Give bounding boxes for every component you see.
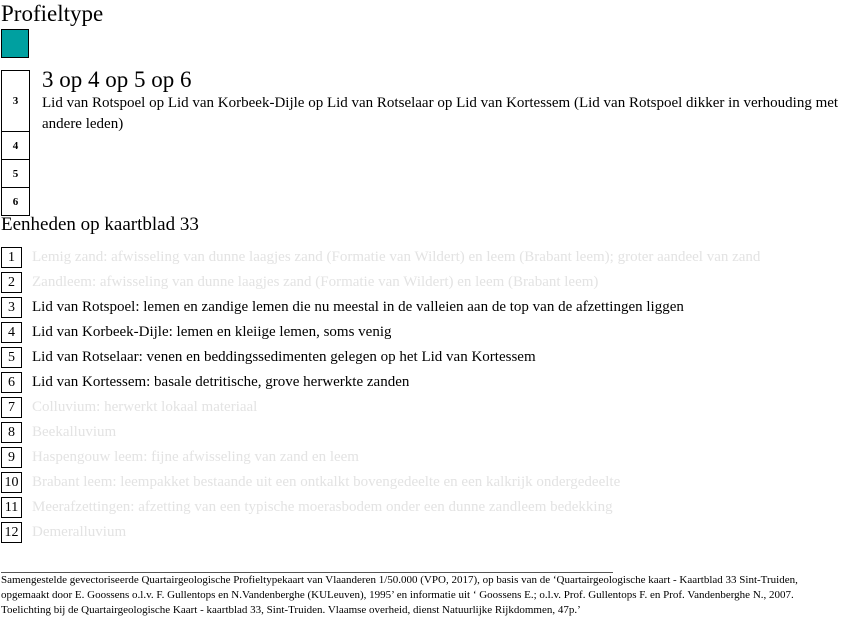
unit-number-badge: 10 — [1, 472, 22, 493]
profile-sequence: 3 op 4 op 5 op 6 — [42, 67, 192, 92]
unit-row — [1, 497, 852, 522]
unit-description: Meerafzettingen: afzetting van een typische moerasbodem onder een dunne zandleem bedekking — [32, 499, 613, 515]
source-footnote: Samengestelde gevectoriseerde Quartairgeologische Profieltypekaart van Vlaanderen 1/50.000 (VPO, 2017), op basis van de ‘Quartairgeologische kaart - Kaartblad 33 Sint-Truiden, opgemaakt door E. Goossens o.l.v. F. Gullentops en N.Vandenberghe (KULeuven), 1995’ en informatie uit ‘ Goossens E.; o.l.v. Prof. Gullentops F. en Prof. Vandenberghe N., 2007. Toelichting bij de Quartairgeologische Kaart - kaartblad 33, Sint-Truiden. Vlaamse overheid, dienst Natuurlijke Rijkdommen, 47p.’ — [1, 574, 798, 616]
unit-row — [1, 272, 852, 297]
unit-row — [1, 522, 852, 547]
unit-description: Lid van Korbeek-Dijle: lemen en kleiige lemen, soms venig — [32, 324, 392, 340]
unit-row — [1, 447, 852, 472]
unit-row — [1, 297, 852, 322]
unit-description: Colluvium: herwerkt lokaal materiaal — [32, 399, 258, 415]
unit-number-badge: 11 — [1, 497, 22, 518]
unit-description: Lid van Rotspoel: lemen en zandige lemen die nu meestal in de valleien aan de top van de afzettingen liggen — [32, 299, 684, 315]
unit-description: Zandleem: afwisseling van dunne laagjes zand (Formatie van Wildert) en leem (Brabant leem) — [32, 274, 599, 290]
unit-row — [1, 397, 852, 422]
stack-cell-6: 6 — [1, 188, 30, 216]
profile-stack — [1, 70, 30, 216]
unit-row — [1, 322, 852, 347]
unit-row — [1, 472, 852, 497]
profile-description: Lid van Rotspoel op Lid van Korbeek-Dijle op Lid van Rotselaar op Lid van Kortessem (Lid van Rotspoel dikker in verhouding met andere leden) — [42, 95, 839, 132]
unit-number-badge: 3 — [1, 297, 22, 318]
page-title: Profieltype — [1, 1, 104, 26]
unit-number-badge: 4 — [1, 322, 22, 343]
unit-number-badge: 7 — [1, 397, 22, 418]
unit-row — [1, 372, 852, 397]
units-heading: Eenheden op kaartblad 33 — [1, 214, 199, 235]
unit-row — [1, 422, 852, 447]
unit-description: Brabant leem: leempakket bestaande uit een ontkalkt bovengedeelte en een kalkrijk ondergedeelte — [32, 474, 621, 490]
stack-cell-3: 3 — [1, 70, 30, 132]
unit-number-badge: 1 — [1, 247, 22, 268]
unit-description: Beekalluvium — [32, 424, 117, 440]
unit-number-badge: 12 — [1, 522, 22, 543]
unit-description: Demeralluvium — [32, 524, 127, 540]
unit-number-badge: 2 — [1, 272, 22, 293]
unit-description: Lemig zand: afwisseling van dunne laagjes zand (Formatie van Wildert) en leem (Brabant leem); groter aandeel van zand — [32, 249, 761, 265]
stack-cell-4: 4 — [1, 132, 30, 160]
unit-row — [1, 347, 852, 372]
units-list — [1, 247, 852, 547]
unit-description: Lid van Kortessem: basale detritische, grove herwerkte zanden — [32, 374, 410, 390]
unit-row — [1, 247, 852, 272]
unit-number-badge: 6 — [1, 372, 22, 393]
unit-description: Haspengouw leem: fijne afwisseling van zand en leem — [32, 449, 359, 465]
unit-number-badge: 5 — [1, 347, 22, 368]
unit-number-badge: 9 — [1, 447, 22, 468]
profile-color-swatch — [1, 29, 29, 58]
unit-description: Lid van Rotselaar: venen en beddingssedimenten gelegen op het Lid van Kortessem — [32, 349, 536, 365]
stack-cell-5: 5 — [1, 160, 30, 188]
unit-number-badge: 8 — [1, 422, 22, 443]
